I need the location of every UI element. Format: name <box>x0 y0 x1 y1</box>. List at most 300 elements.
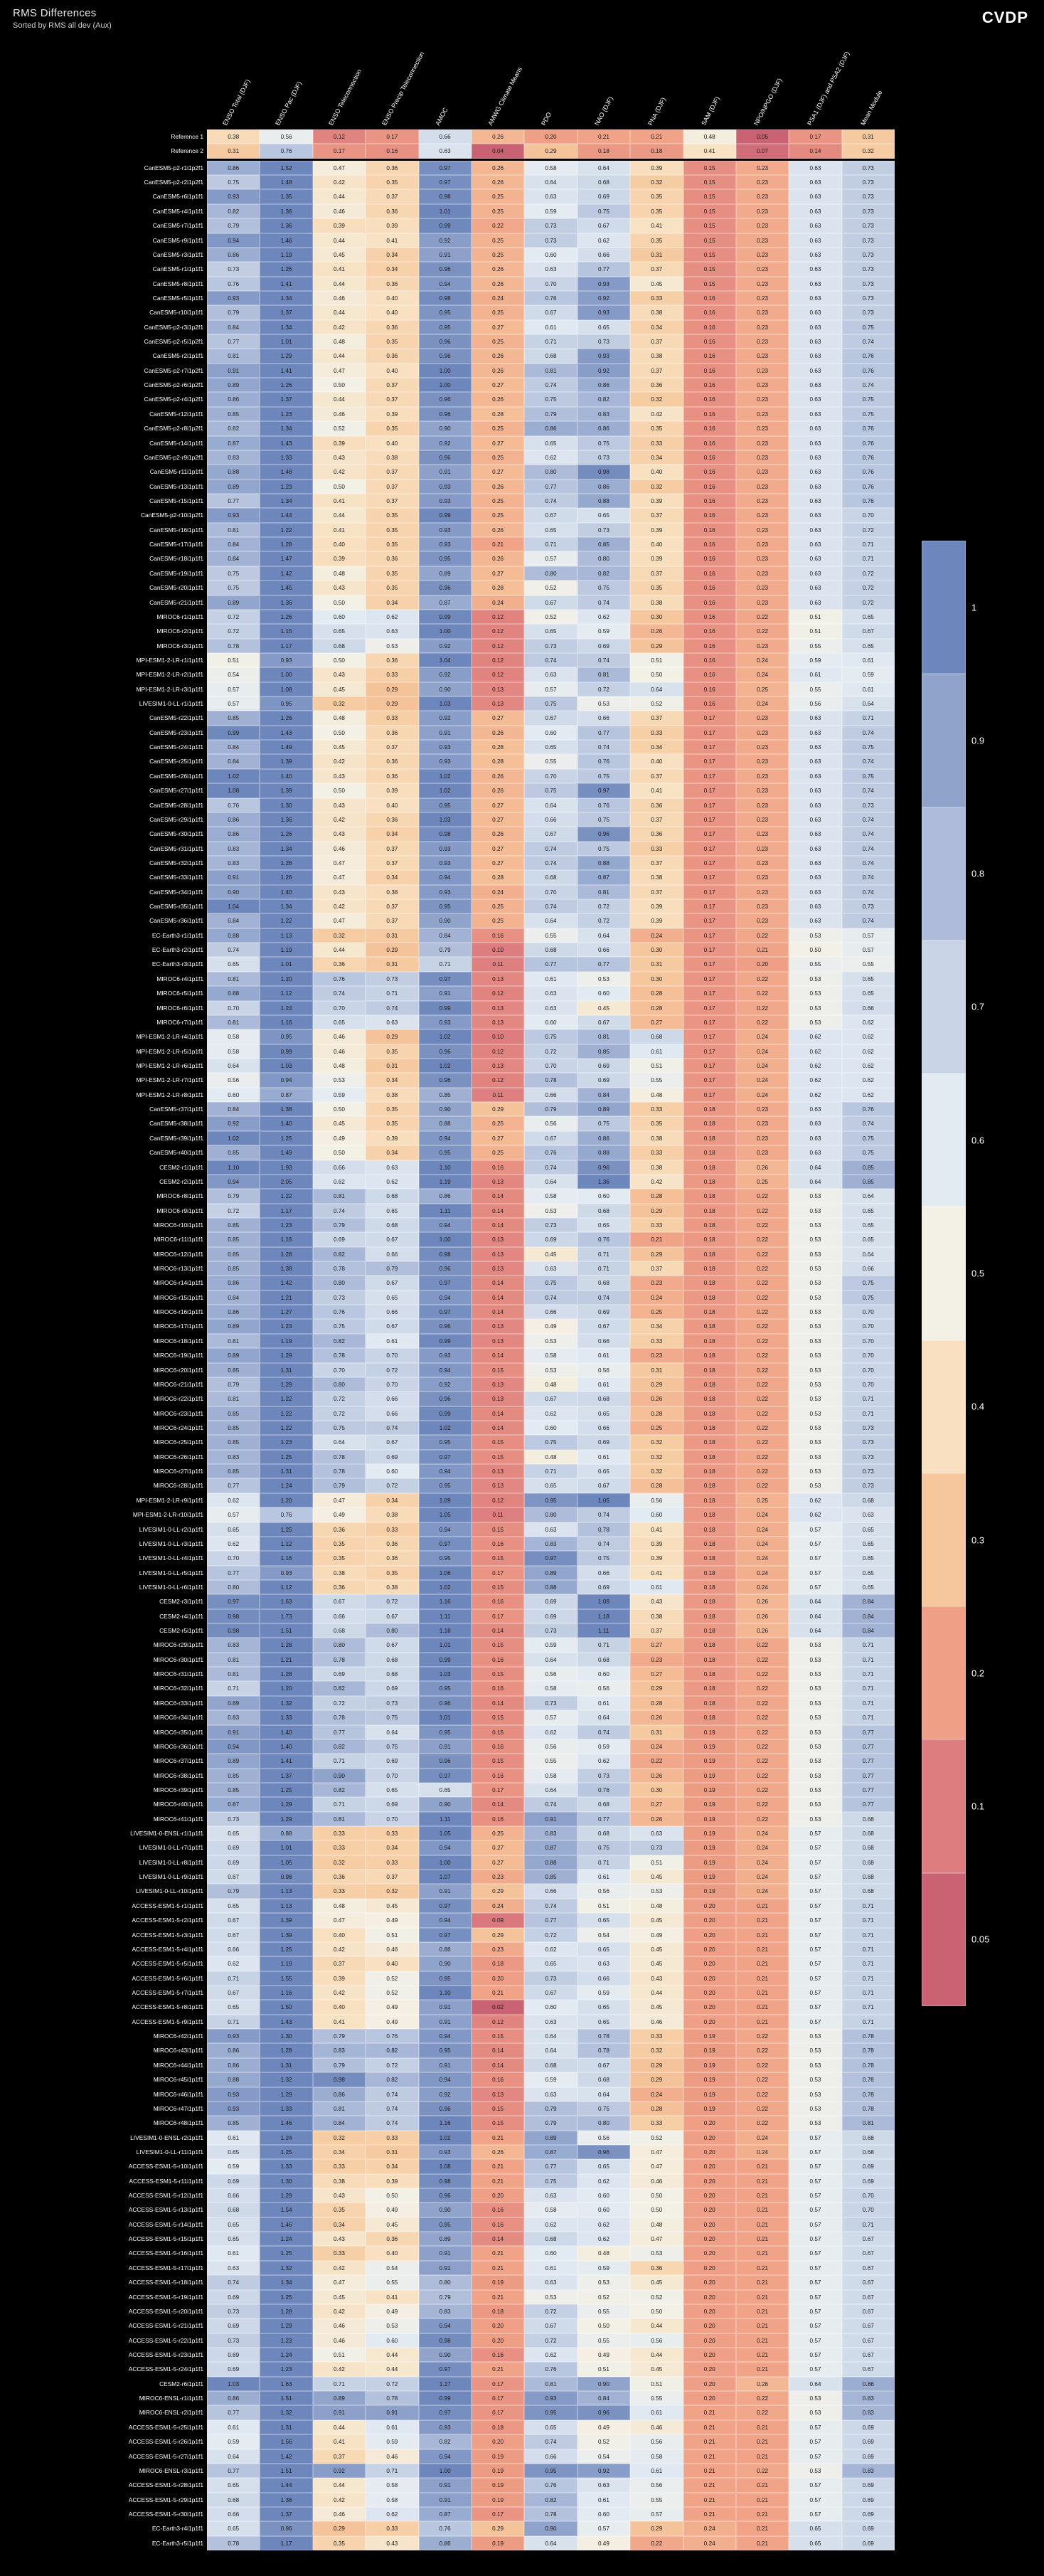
heatmap-cell: 0.09 <box>472 1913 524 1927</box>
heatmap-cell: 1.00 <box>419 2464 472 2478</box>
heatmap-cell: 0.51 <box>577 2362 630 2376</box>
heatmap-cell: 0.79 <box>524 407 577 421</box>
heatmap-cell: 0.75 <box>842 769 895 783</box>
heatmap-cell: 0.84 <box>207 320 260 334</box>
table-row <box>13 1290 895 1305</box>
heatmap-cell: 0.80 <box>313 1276 366 1290</box>
heatmap-cell: 0.43 <box>313 2232 366 2246</box>
heatmap-cell: 1.73 <box>260 1609 312 1623</box>
heatmap-cell: 0.27 <box>472 320 524 334</box>
table-row <box>13 566 895 581</box>
heatmap-cell: 0.17 <box>683 769 736 783</box>
row-label: MIROC6-r31i1p1f1 <box>153 1670 203 1678</box>
heatmap-cell: 0.43 <box>630 1594 683 1608</box>
heatmap-cell: 1.05 <box>577 1493 630 1507</box>
heatmap-cell: 0.53 <box>789 2058 841 2072</box>
heatmap-cell: 0.21 <box>736 2217 789 2232</box>
heatmap-cell: 0.23 <box>736 1131 789 1145</box>
heatmap-cell: 0.85 <box>207 1435 260 1449</box>
heatmap-cell: 0.68 <box>842 1884 895 1898</box>
heatmap-cell: 0.17 <box>683 986 736 1000</box>
heatmap-cell: 1.03 <box>207 2377 260 2391</box>
row-label: CanESM5-r5i1p1f1 <box>152 294 203 302</box>
row-label: MIROC6-r16i1p1f1 <box>153 1308 203 1316</box>
heatmap-cell: 0.37 <box>366 842 418 856</box>
heatmap-cell: 1.06 <box>419 1566 472 1580</box>
table-row <box>13 1116 895 1130</box>
heatmap-cell: 0.57 <box>789 2333 841 2348</box>
row-label: MIROC6-r1i1p1f1 <box>156 613 203 620</box>
heatmap-cell: 0.19 <box>683 1840 736 1855</box>
heatmap-cell: 0.63 <box>789 726 841 740</box>
heatmap-cell: 0.46 <box>313 1044 366 1059</box>
heatmap-cell: 0.86 <box>577 378 630 392</box>
heatmap-cell: 0.13 <box>472 1261 524 1276</box>
table-row <box>13 2145 895 2159</box>
heatmap-cell: 0.58 <box>524 1769 577 1783</box>
heatmap-cell: 0.43 <box>313 450 366 465</box>
row-label: ACCESS-ESM1-5-r2i1p1f1 <box>132 1917 203 1924</box>
heatmap-cell: 0.69 <box>577 1580 630 1594</box>
heatmap-cell: 0.62 <box>577 2232 630 2246</box>
heatmap-cell: 0.62 <box>789 1029 841 1044</box>
heatmap-cell: 0.18 <box>683 1392 736 1406</box>
heatmap-cell: 0.43 <box>313 667 366 682</box>
heatmap-cell: 0.70 <box>366 1769 418 1783</box>
heatmap-cell: 0.18 <box>472 2304 524 2318</box>
heatmap-cell: 0.61 <box>366 2420 418 2434</box>
heatmap-cell: 0.21 <box>736 943 789 957</box>
heatmap-cell: 0.18 <box>683 1507 736 1522</box>
heatmap-cell: 0.73 <box>842 189 895 203</box>
heatmap-cell: 1.33 <box>260 450 312 465</box>
heatmap-cell: 0.56 <box>577 2131 630 2145</box>
heatmap-cell: 0.62 <box>577 2174 630 2188</box>
heatmap-cell: 0.20 <box>524 129 577 144</box>
heatmap-cell: 1.24 <box>260 1001 312 1015</box>
heatmap-cell: 0.61 <box>630 1044 683 1059</box>
heatmap-cell: 0.15 <box>683 248 736 262</box>
heatmap-cell: 0.81 <box>524 2377 577 2391</box>
heatmap-cell: 0.58 <box>207 1029 260 1044</box>
heatmap-cell: 0.82 <box>313 1739 366 1754</box>
heatmap-cell: 0.67 <box>577 218 630 233</box>
heatmap-cell: 0.92 <box>419 233 472 248</box>
heatmap-cell: 0.75 <box>842 320 895 334</box>
row-label: ACCESS-ESM1-5-r8i1p1f1 <box>132 2003 203 2011</box>
heatmap-cell: 0.89 <box>207 595 260 610</box>
row-label: LIVESIM1-0-LL-r2i1p1f1 <box>139 1525 203 1533</box>
row-label: ACCESS-ESM1-5-r26i1p1f1 <box>128 2438 203 2446</box>
table-row <box>13 2131 895 2145</box>
table-row <box>13 1478 895 1493</box>
row-label: CanESM5-r34i1p1f1 <box>149 888 203 896</box>
heatmap-cell: 0.17 <box>683 1044 736 1059</box>
row-label: MIROC6-r34i1p1f1 <box>153 1714 203 1722</box>
heatmap-cell: 0.23 <box>736 842 789 856</box>
heatmap-cell: 1.37 <box>260 305 312 319</box>
heatmap-cell: 1.13 <box>260 928 312 943</box>
heatmap-cell: 0.33 <box>366 1522 418 1537</box>
heatmap-cell: 0.65 <box>419 1783 472 1797</box>
heatmap-cell: 0.98 <box>419 2174 472 2188</box>
colorbar-segment <box>922 1739 966 1872</box>
heatmap-cell: 0.74 <box>842 885 895 899</box>
heatmap-cell: 0.96 <box>419 407 472 421</box>
heatmap-cell: 0.42 <box>313 1986 366 2000</box>
heatmap-cell: 0.63 <box>789 581 841 595</box>
heatmap-cell: 0.69 <box>842 2493 895 2507</box>
heatmap-cell: 0.70 <box>366 1812 418 1826</box>
heatmap-cell: 1.02 <box>419 1421 472 1435</box>
table-row <box>13 421 895 435</box>
heatmap-cell: 0.34 <box>313 2145 366 2159</box>
heatmap-cell: 0.57 <box>789 1913 841 1927</box>
heatmap-cell: 0.16 <box>683 667 736 682</box>
heatmap-cell: 0.18 <box>683 1493 736 1507</box>
heatmap-cell: 0.16 <box>683 436 736 450</box>
heatmap-cell: 0.92 <box>207 1116 260 1130</box>
heatmap-cell: 0.27 <box>630 1667 683 1681</box>
heatmap-cell: 1.63 <box>260 1594 312 1608</box>
table-row <box>13 943 895 957</box>
table-row <box>13 364 895 378</box>
heatmap-cell: 0.17 <box>683 1059 736 1073</box>
heatmap-cell: 0.65 <box>366 1290 418 1305</box>
heatmap-cell: 0.63 <box>789 523 841 537</box>
heatmap-cell: 0.45 <box>630 277 683 291</box>
heatmap-cell: 0.23 <box>736 436 789 450</box>
heatmap-cell: 0.22 <box>736 1769 789 1783</box>
heatmap-cell: 0.27 <box>472 566 524 581</box>
heatmap-cell: 0.71 <box>842 551 895 566</box>
heatmap-cell: 0.35 <box>313 1551 366 1565</box>
heatmap-cell: 0.22 <box>736 1218 789 1232</box>
row-label: ACCESS-ESM1-5-r21i1p1f1 <box>128 2322 203 2330</box>
row-label: EC-Earth3-r5i1p1f1 <box>151 2539 203 2547</box>
heatmap-cell: 1.04 <box>207 899 260 913</box>
heatmap-cell: 0.97 <box>419 972 472 986</box>
heatmap-cell: 0.21 <box>736 2000 789 2014</box>
heatmap-cell: 1.41 <box>260 1754 312 1768</box>
heatmap-cell: 0.86 <box>313 2087 366 2101</box>
heatmap-cell: 0.68 <box>577 1204 630 1218</box>
heatmap-cell: 1.25 <box>260 1942 312 1956</box>
heatmap-cell: 0.86 <box>207 2391 260 2405</box>
heatmap-cell: 0.92 <box>313 2464 366 2478</box>
heatmap-cell: 0.21 <box>736 2507 789 2521</box>
heatmap-cell: 0.45 <box>313 2290 366 2304</box>
table-row <box>13 2246 895 2260</box>
row-label: CanESM5-r18i1p1f1 <box>149 555 203 563</box>
heatmap-cell: 0.76 <box>842 364 895 378</box>
heatmap-cell: 0.18 <box>683 1363 736 1377</box>
heatmap-cell: 0.14 <box>472 1421 524 1435</box>
heatmap-cell: 0.98 <box>577 465 630 479</box>
heatmap-cell: 0.37 <box>630 769 683 783</box>
heatmap-cell: 0.56 <box>524 1739 577 1754</box>
heatmap-cell: 0.78 <box>577 2043 630 2057</box>
heatmap-cell: 0.65 <box>842 610 895 624</box>
heatmap-cell: 0.80 <box>524 465 577 479</box>
heatmap-cell: 0.63 <box>789 494 841 508</box>
heatmap-cell: 0.41 <box>313 2015 366 2029</box>
heatmap-cell: 0.14 <box>789 144 841 158</box>
heatmap-cell: 0.17 <box>683 972 736 986</box>
heatmap-cell: 0.63 <box>789 508 841 522</box>
column-header: PNA (DJF) <box>646 96 667 127</box>
heatmap-cell: 0.38 <box>366 1088 418 1102</box>
heatmap-cell: 0.71 <box>842 1956 895 1971</box>
heatmap-cell: 0.18 <box>683 1232 736 1246</box>
heatmap-cell: 0.14 <box>472 1305 524 1319</box>
table-row <box>13 885 895 899</box>
heatmap-cell: 0.18 <box>683 1435 736 1449</box>
heatmap-cell: 0.87 <box>207 1797 260 1811</box>
heatmap-cell: 0.73 <box>842 1435 895 1449</box>
heatmap-cell: 0.72 <box>313 1392 366 1406</box>
heatmap-cell: 0.74 <box>842 856 895 870</box>
heatmap-cell: 0.18 <box>683 1116 736 1130</box>
heatmap-cell: 0.14 <box>472 1623 524 1638</box>
table-row <box>13 2087 895 2101</box>
row-label: MIROC6-r36i1p1f1 <box>153 1742 203 1750</box>
heatmap-cell: 1.16 <box>260 1986 312 2000</box>
heatmap-cell: 0.69 <box>524 1594 577 1608</box>
heatmap-cell: 0.33 <box>366 2131 418 2145</box>
heatmap-cell: 0.56 <box>630 2333 683 2348</box>
heatmap-cell: 0.49 <box>366 2015 418 2029</box>
table-row <box>13 305 895 319</box>
heatmap-cell: 0.21 <box>630 129 683 144</box>
heatmap-cell: 0.67 <box>524 711 577 725</box>
heatmap-cell: 0.36 <box>313 1580 366 1594</box>
heatmap-cell: 0.63 <box>789 856 841 870</box>
row-label: ACCESS-ESM1-5-r12i1p1f1 <box>128 2192 203 2200</box>
heatmap-cell: 0.75 <box>577 812 630 827</box>
heatmap-cell: 1.26 <box>260 610 312 624</box>
heatmap-cell: 0.23 <box>736 364 789 378</box>
heatmap-cell: 0.21 <box>736 1986 789 2000</box>
heatmap-cell: 0.23 <box>736 218 789 233</box>
heatmap-cell: 1.32 <box>260 1696 312 1710</box>
column-header: ENSO Teleconnection <box>327 68 363 127</box>
heatmap-cell: 0.76 <box>577 754 630 768</box>
heatmap-cell: 1.30 <box>260 798 312 812</box>
heatmap-cell: 0.65 <box>842 1218 895 1232</box>
heatmap-cell: 0.32 <box>630 479 683 494</box>
heatmap-cell: 0.81 <box>577 1029 630 1044</box>
heatmap-cell: 0.65 <box>207 1826 260 1840</box>
heatmap-cell: 0.75 <box>842 740 895 754</box>
heatmap-cell: 0.64 <box>577 161 630 175</box>
heatmap-cell: 0.29 <box>524 144 577 158</box>
heatmap-cell: 0.34 <box>366 1145 418 1160</box>
colorbar-segment <box>922 1207 966 1340</box>
heatmap-cell: 0.40 <box>366 305 418 319</box>
heatmap-cell: 0.36 <box>313 1522 366 1537</box>
heatmap-cell: 0.93 <box>260 653 312 667</box>
heatmap-cell: 0.36 <box>313 957 366 971</box>
heatmap-cell: 0.44 <box>313 305 366 319</box>
heatmap-cell: 0.12 <box>472 1073 524 1087</box>
heatmap-cell: 0.57 <box>789 1537 841 1551</box>
heatmap-cell: 0.77 <box>207 1478 260 1493</box>
heatmap-cell: 0.20 <box>683 2391 736 2405</box>
heatmap-cell: 0.63 <box>789 885 841 899</box>
heatmap-cell: 0.91 <box>419 726 472 740</box>
heatmap-cell: 0.70 <box>207 1551 260 1565</box>
table-row <box>13 291 895 305</box>
heatmap-cell: 0.95 <box>419 899 472 913</box>
heatmap-cell: 0.72 <box>842 581 895 595</box>
heatmap-cell: 0.37 <box>366 392 418 406</box>
table-row <box>13 1059 895 1073</box>
heatmap-cell: 0.53 <box>789 1204 841 1218</box>
row-label: CanESM5-r29i1p1f1 <box>149 815 203 823</box>
row-label: CESM2-r6i1p1f1 <box>159 2380 203 2387</box>
row-label: CanESM5-r36i1p1f1 <box>149 917 203 925</box>
heatmap-cell: 0.60 <box>577 2203 630 2217</box>
table-row <box>13 2420 895 2434</box>
table-row <box>13 1001 895 1015</box>
heatmap-cell: 0.86 <box>207 1305 260 1319</box>
colorbar-tick-label: 0.1 <box>971 1801 985 1812</box>
heatmap-cell: 0.79 <box>419 943 472 957</box>
heatmap-cell: 0.16 <box>472 1594 524 1608</box>
heatmap-cell: 0.53 <box>524 1334 577 1348</box>
heatmap-cell: 0.21 <box>736 2290 789 2304</box>
heatmap-cell: 0.22 <box>736 928 789 943</box>
heatmap-cell: 0.81 <box>313 1812 366 1826</box>
heatmap-cell: 0.65 <box>207 2478 260 2492</box>
heatmap-cell: 0.86 <box>419 1189 472 1203</box>
heatmap-cell: 0.22 <box>736 1261 789 1276</box>
heatmap-cell: 0.63 <box>524 1261 577 1276</box>
heatmap-cell: 0.23 <box>736 450 789 465</box>
heatmap-cell: 0.29 <box>472 2521 524 2535</box>
heatmap-cell: 0.67 <box>842 2246 895 2260</box>
heatmap-cell: 0.71 <box>842 1971 895 1986</box>
heatmap-cell: 0.73 <box>577 1769 630 1783</box>
heatmap-cell: 0.95 <box>524 1493 577 1507</box>
heatmap-cell: 0.22 <box>736 1464 789 1478</box>
heatmap-cell: 0.75 <box>313 1319 366 1333</box>
heatmap-cell: 0.91 <box>419 2000 472 2014</box>
heatmap-cell: 0.16 <box>683 479 736 494</box>
table-row <box>13 1493 895 1507</box>
heatmap-cell: 1.33 <box>260 2159 312 2173</box>
heatmap-cell: 0.28 <box>630 1406 683 1421</box>
heatmap-cell: 0.69 <box>577 1073 630 1087</box>
heatmap-cell: 0.77 <box>207 334 260 349</box>
heatmap-cell: 0.67 <box>524 2318 577 2333</box>
table-row <box>13 1073 895 1087</box>
heatmap-cell: 0.57 <box>789 1580 841 1594</box>
heatmap-cell: 0.15 <box>472 1363 524 1377</box>
heatmap-cell: 0.63 <box>789 870 841 884</box>
heatmap-cell: 0.59 <box>577 1986 630 2000</box>
heatmap-cell: 0.16 <box>683 450 736 465</box>
heatmap-cell: 0.69 <box>366 1754 418 1768</box>
heatmap-cell: 1.02 <box>419 1029 472 1044</box>
heatmap-cell: 0.18 <box>472 1956 524 1971</box>
heatmap-cell: 0.26 <box>472 161 524 175</box>
table-row <box>13 436 895 450</box>
heatmap-cell: 0.61 <box>524 2261 577 2275</box>
table-row <box>13 233 895 248</box>
heatmap-cell: 0.37 <box>366 479 418 494</box>
heatmap-cell: 0.93 <box>419 754 472 768</box>
heatmap-cell: 0.99 <box>419 1406 472 1421</box>
heatmap-cell: 1.54 <box>260 2203 312 2217</box>
heatmap-cell: 0.96 <box>419 450 472 465</box>
heatmap-cell: 0.97 <box>419 1928 472 1942</box>
heatmap-cell: 0.63 <box>789 450 841 465</box>
heatmap-cell: 0.77 <box>842 1783 895 1797</box>
column-header: PSA1 (DJF) and PSA2 (DJF) <box>806 50 851 127</box>
heatmap-cell: 0.57 <box>789 2000 841 2014</box>
heatmap-cell: 0.33 <box>366 1855 418 1870</box>
heatmap-cell: 0.52 <box>313 421 366 435</box>
heatmap-cell: 0.22 <box>630 1754 683 1768</box>
heatmap-cell: 0.67 <box>842 2348 895 2362</box>
heatmap-cell: 0.10 <box>472 943 524 957</box>
heatmap-cell: 0.62 <box>842 1044 895 1059</box>
heatmap-cell: 0.16 <box>472 928 524 943</box>
heatmap-cell: 0.53 <box>789 1377 841 1392</box>
heatmap-cell: 0.38 <box>366 1580 418 1594</box>
heatmap-cell: 0.42 <box>313 320 366 334</box>
heatmap-cell: 0.62 <box>207 1537 260 1551</box>
heatmap-cell: 0.83 <box>419 2304 472 2318</box>
heatmap-cell: 0.94 <box>419 1218 472 1232</box>
heatmap-cell: 0.96 <box>419 1073 472 1087</box>
heatmap-cell: 1.02 <box>419 783 472 797</box>
heatmap-cell: 0.80 <box>207 1580 260 1594</box>
heatmap-cell: 0.83 <box>207 1710 260 1724</box>
heatmap-cell: 0.22 <box>736 2029 789 2043</box>
heatmap-cell: 0.24 <box>736 1884 789 1898</box>
heatmap-cell: 0.53 <box>789 1247 841 1261</box>
heatmap-cell: 0.90 <box>207 885 260 899</box>
heatmap-cell: 0.65 <box>842 639 895 653</box>
heatmap-cell: 0.74 <box>313 1204 366 1218</box>
heatmap-cell: 1.39 <box>260 783 312 797</box>
heatmap-cell: 0.23 <box>736 639 789 653</box>
heatmap-cell: 0.21 <box>736 2275 789 2289</box>
heatmap-cell: 0.57 <box>789 1566 841 1580</box>
heatmap-cell: 1.38 <box>260 2493 312 2507</box>
heatmap-cell: 0.61 <box>842 653 895 667</box>
heatmap-cell: 0.95 <box>419 1551 472 1565</box>
heatmap-cell: 0.67 <box>842 2261 895 2275</box>
heatmap-cell: 0.71 <box>207 2015 260 2029</box>
heatmap-cell: 0.63 <box>789 595 841 610</box>
heatmap-cell: 0.98 <box>419 291 472 305</box>
heatmap-cell: 0.33 <box>630 2116 683 2130</box>
heatmap-cell: 0.85 <box>207 1363 260 1377</box>
heatmap-cell: 0.54 <box>207 667 260 682</box>
heatmap-cell: 0.34 <box>630 1319 683 1333</box>
heatmap-cell: 0.51 <box>789 624 841 638</box>
heatmap-cell: 1.01 <box>260 334 312 349</box>
heatmap-cell: 1.12 <box>260 1580 312 1594</box>
colorbar-segment <box>922 1606 966 1739</box>
table-row <box>13 1189 895 1203</box>
row-label: LIVESIM1-0-LL-r8i1p1f1 <box>139 1858 203 1866</box>
heatmap-cell: 0.39 <box>630 523 683 537</box>
